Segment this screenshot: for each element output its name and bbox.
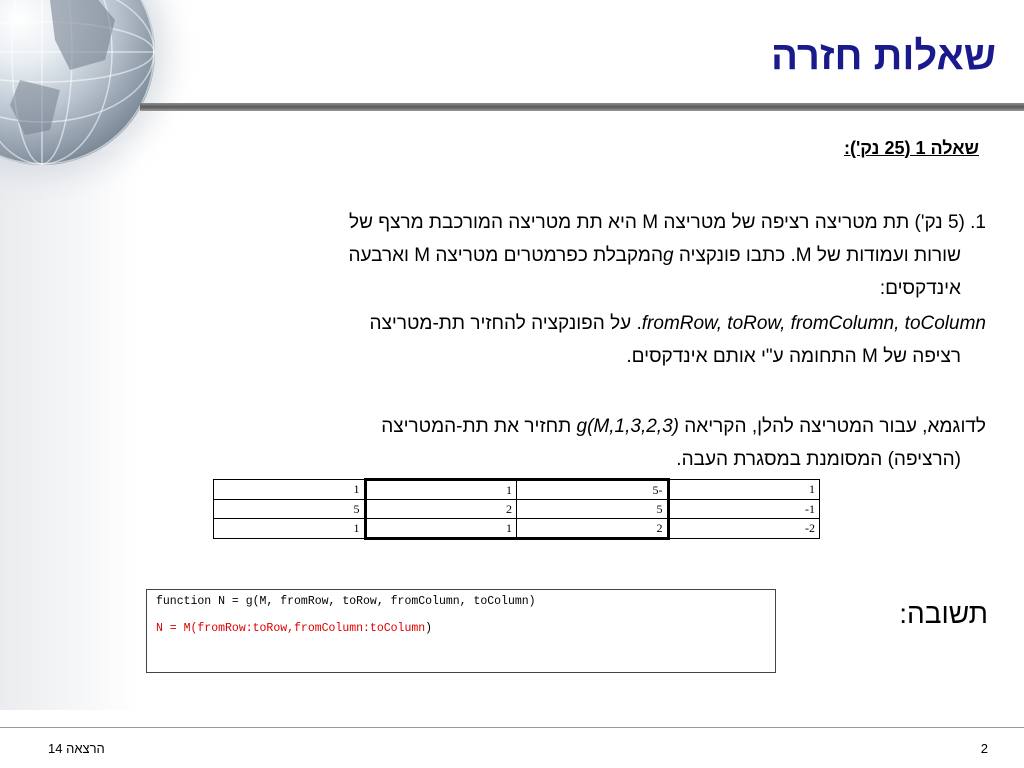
- parameter-list: fromRow, toRow, fromColumn, toColumn: [641, 313, 986, 334]
- para1-line1: (5 נק') תת מטריצה רציפה של מטריצה M היא תת מטריצה המורכבת מרצף של: [349, 212, 965, 233]
- matrix-cell-highlighted: 1: [365, 519, 517, 539]
- para1-line2: [146, 239, 986, 272]
- matrix-row: [214, 480, 820, 500]
- footer-lecture-label: הרצאה 14: [48, 741, 105, 756]
- matrix-cell-highlighted: 1: [365, 480, 517, 500]
- matrix-cell: 5: [214, 500, 366, 519]
- para3-line2: (הרציפה) המסומנת במסגרת העבה.: [676, 449, 961, 470]
- page-number: 2: [980, 741, 988, 756]
- question-paragraph-2: [146, 307, 986, 373]
- footer-divider: [0, 727, 1024, 728]
- question-paragraph-3: [146, 410, 986, 476]
- question-heading: שאלה 1 (25 נק'):: [843, 138, 979, 158]
- item-number: 1.: [970, 212, 986, 233]
- matrix-cell: 1: [214, 519, 366, 539]
- matrix-row: [214, 519, 820, 539]
- matrix-cell: -1: [668, 500, 820, 519]
- matrix-cell: -2: [668, 519, 820, 539]
- title-divider: [140, 103, 1024, 111]
- para3-line1: [381, 416, 986, 437]
- code-answer-box: [146, 589, 776, 673]
- function-name-g: g: [663, 245, 674, 266]
- matrix-cell-highlighted: 2: [517, 519, 669, 539]
- matrix-row: [214, 500, 820, 519]
- para2-line1-rest: . על הפונקציה להחזיר תת-מטריצה: [369, 313, 642, 334]
- code-line-1: function N = g(M, fromRow, toRow, fromColumn, toColumn): [156, 595, 536, 608]
- background-fade: [0, 150, 140, 710]
- matrix-cell-highlighted: 2: [365, 500, 517, 519]
- answer-label: תשובה:: [899, 598, 988, 629]
- para3-line1-b: תחזיר את תת-המטריצה: [381, 416, 577, 437]
- code-line-2-close: ): [425, 622, 433, 635]
- para2-line2: רציפה של M התחומה ע"י אותם אינדקסים.: [626, 346, 961, 367]
- matrix-cell-highlighted: 5-: [517, 480, 669, 500]
- para2-line1: [370, 313, 986, 334]
- globe-icon: [0, 0, 155, 165]
- matrix-cell: 1: [214, 480, 366, 500]
- matrix-cell-highlighted: 5: [517, 500, 669, 519]
- para1-line2-a: שורות ועמודות של M. כתבו פונקציה: [673, 245, 961, 266]
- code-line-2: [156, 622, 766, 635]
- code-line-2-expression: N = M(fromRow:toRow,fromColumn:toColumn: [156, 622, 426, 635]
- slide-title: שאלות חזרה: [771, 34, 996, 78]
- matrix-cell: 1: [668, 480, 820, 500]
- example-call: g(M,1,3,2,3): [576, 416, 679, 437]
- example-matrix: [213, 478, 820, 540]
- para1-line2-b: המקבלת כפרמטרים מטריצה M וארבעה: [348, 245, 663, 266]
- para1-line3: אינדקסים:: [879, 278, 961, 299]
- question-paragraph-1: [146, 206, 986, 305]
- para3-line1-a: לדוגמא, עבור המטריצה להלן, הקריאה: [678, 416, 986, 437]
